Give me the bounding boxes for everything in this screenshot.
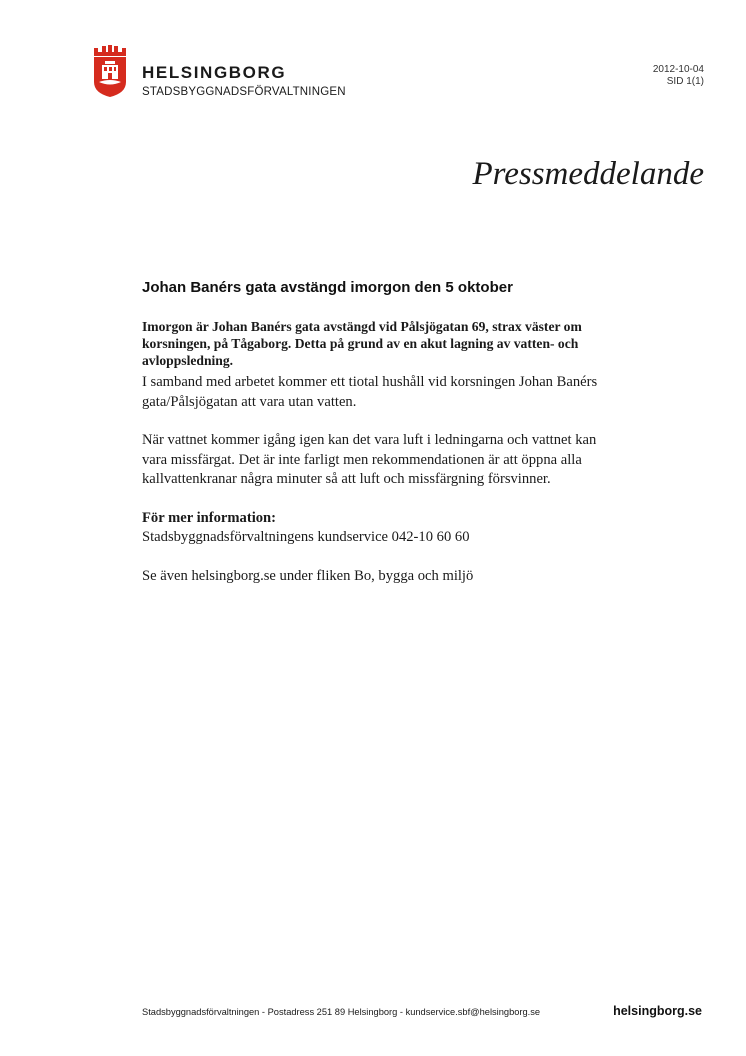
see-also-line: Se även helsingborg.se under fliken Bo, bygga och miljö: [142, 567, 474, 584]
body-paragraph: När vattnet kommer igång igen kan det vara luft i ledningarna och vattnet kan vara missfärgat. Det är inte farligt men rekommendationen är att öppna alla kallvattenkranar några minuter så att luft och missfärgning försvinner.: [142, 432, 597, 487]
department-name: STADSBYGGNADSFÖRVALTNINGEN: [142, 86, 346, 98]
document-type: Pressmeddelande: [472, 156, 704, 192]
org-name: HELSINGBORG: [142, 63, 287, 82]
document-meta: [653, 64, 704, 88]
body-content: [142, 318, 607, 586]
body-paragraph: I samband med arbetet kommer ett tiotal hushåll vid korsningen Johan Banérs gata/Pålsjögatan att vara utan vatten.: [142, 374, 598, 410]
footer-website: helsingborg.se: [613, 1004, 702, 1018]
lead-paragraph: Imorgon är Johan Banérs gata avstängd vid Pålsjögatan 69, strax väster om korsningen, på Tågaborg. Detta på grund av en akut lagning av vatten- och avloppsledning.: [142, 319, 582, 368]
headline: Johan Banérs gata avstängd imorgon den 5 oktober: [142, 279, 513, 296]
page-number: SID 1(1): [666, 76, 704, 87]
contact-title: För mer information:: [142, 509, 277, 526]
helsingborg-crest-icon: [93, 44, 127, 98]
footer-address: Stadsbyggnadsförvaltningen - Postadress 251 89 Helsingborg - kundservice.sbf@helsingborg.se: [142, 1007, 541, 1017]
document-date: 2012-10-04: [652, 64, 704, 75]
contact-line: Stadsbyggnadsförvaltningens kundservice 042-10 60 60: [142, 529, 470, 545]
